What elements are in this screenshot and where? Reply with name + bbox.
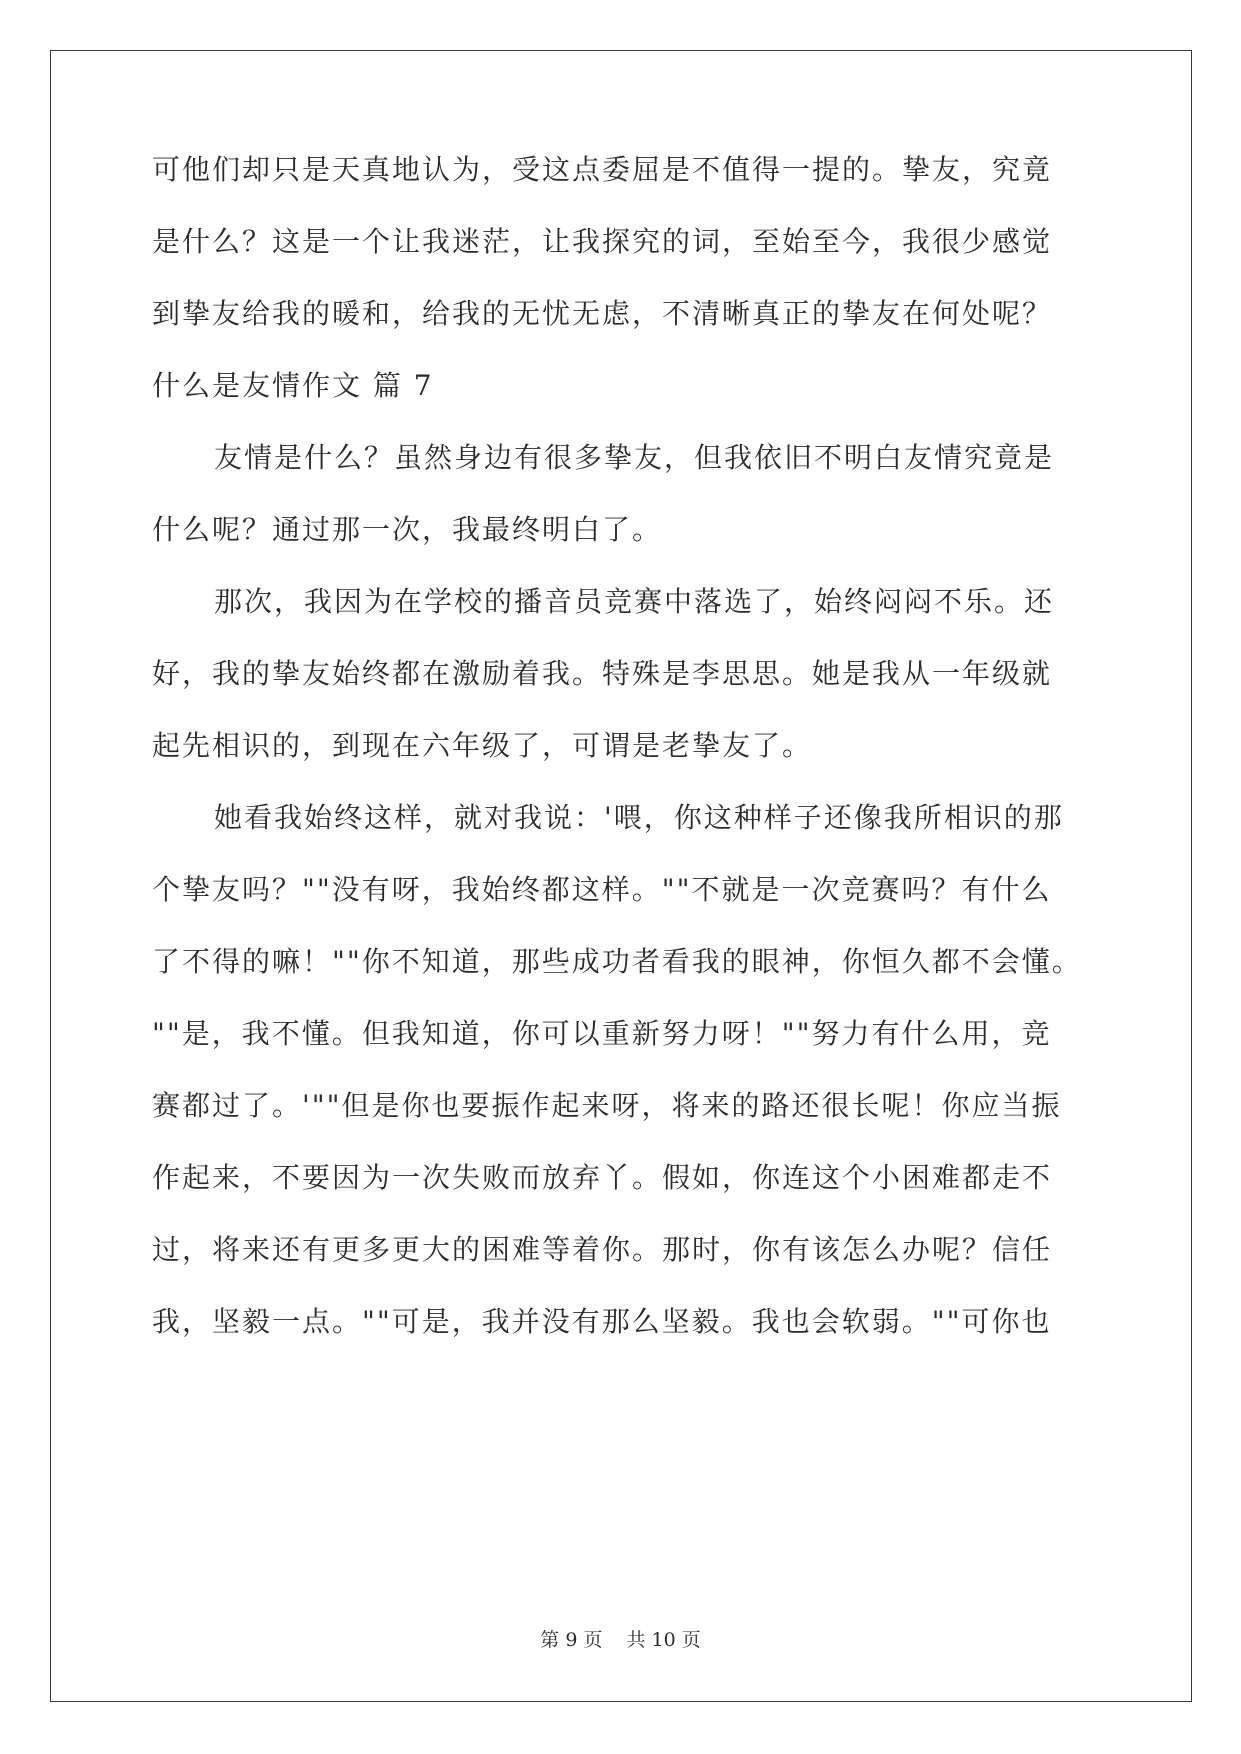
page-total: 共 10 页: [626, 1629, 701, 1651]
text-line: 到挚友给我的暖和，给我的无忧无虑，不清晰真正的挚友在何处呢？: [152, 297, 1053, 330]
page-footer: [0, 1628, 1241, 1652]
text-line: 她看我始终这样，就对我说：'喂，你这种样子还像我所相识的那: [214, 801, 1064, 834]
text-line: 起先相识的，到现在六年级了，可谓是老挚友了。: [152, 729, 813, 762]
text-line: 是什么？这是一个让我迷茫，让我探究的词，至始至今，我很少感觉: [152, 225, 1053, 258]
text-line: 友情是什么？虽然身边有很多挚友，但我依旧不明白友情究竟是: [214, 441, 1055, 474]
text-line: ""是，我不懂。但我知道，你可以重新努力呀！""努力有什么用，竞: [152, 1017, 1052, 1050]
text-line: 什么呢？通过那一次，我最终明白了。: [152, 513, 663, 546]
text-line: 好，我的挚友始终都在激励着我。特殊是李思思。她是我从一年级就: [152, 657, 1053, 690]
text-line: 过，将来还有更多更大的困难等着你。那时，你有该怎么办呢？信任: [152, 1233, 1053, 1266]
text-line: 那次，我因为在学校的播音员竞赛中落选了，始终闷闷不乐。还: [214, 585, 1055, 618]
text-line: 作起来，不要因为一次失败而放弃丫。假如，你连这个小困难都走不: [152, 1161, 1053, 1194]
page-number: 第 9 页: [540, 1629, 603, 1651]
text-line: 我，坚毅一点。""可是，我并没有那么坚毅。我也会软弱。""可你也: [152, 1305, 1052, 1338]
text-line: 赛都过了。'""但是你也要振作起来呀，将来的路还很长呢！你应当振: [152, 1089, 1062, 1122]
text-line: 可他们却只是天真地认为，受这点委屈是不值得一提的。挚友，究竟: [152, 153, 1053, 186]
text-line: 了不得的嘛！""你不知道，那些成功者看我的眼神，你恒久都不会懂。: [152, 945, 1082, 978]
section-heading: 什么是友情作文 篇 7: [152, 369, 434, 402]
text-line: 个挚友吗？""没有呀，我始终都这样。""不就是一次竞赛吗？有什么: [152, 873, 1052, 906]
